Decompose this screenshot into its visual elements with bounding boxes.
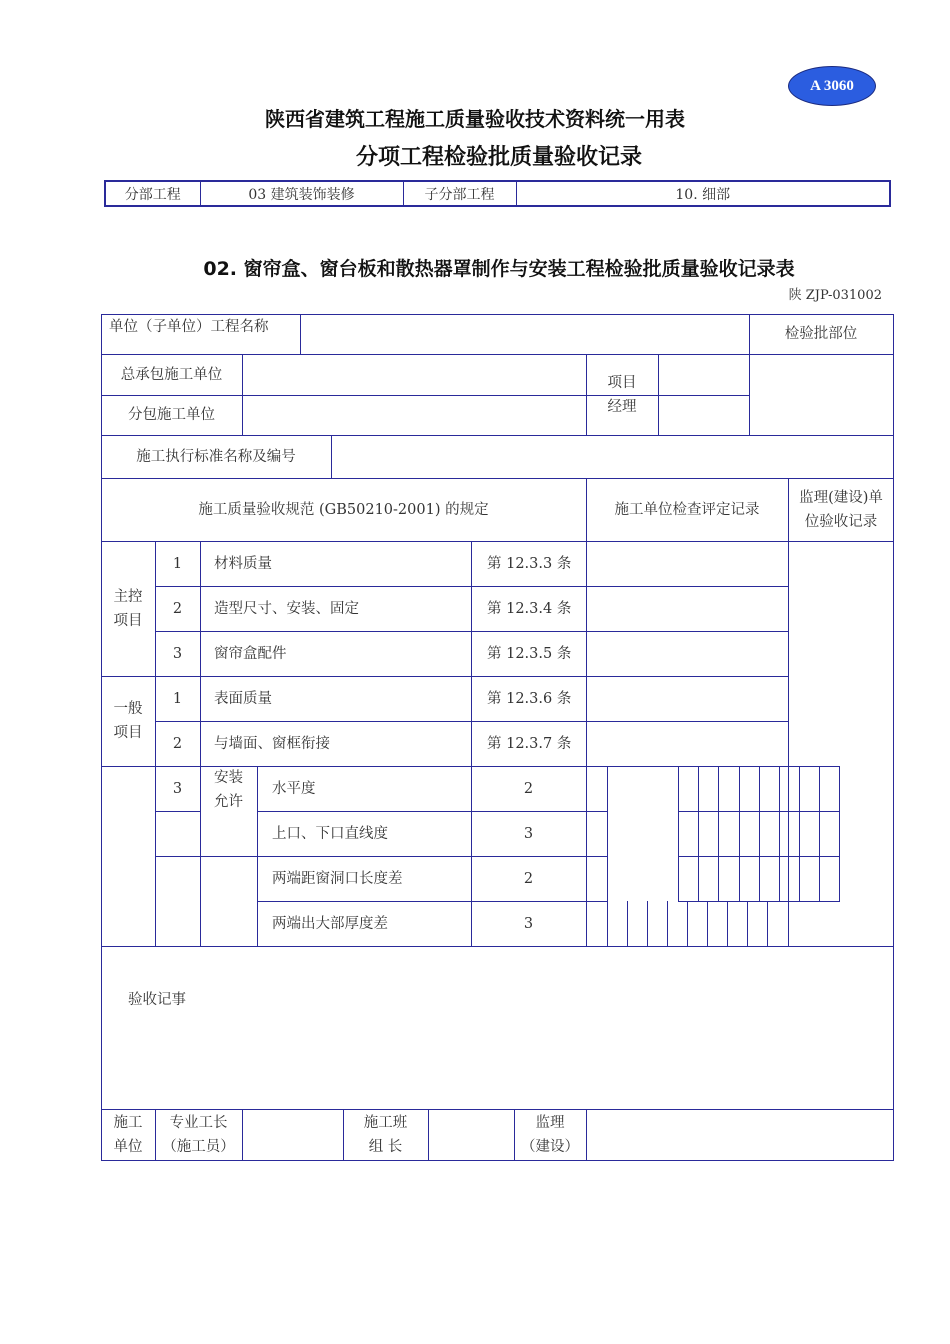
main-item-clause: 第 12.3.5 条 — [487, 645, 572, 662]
spec-column-header: 施工质量验收规范 (GB50210-2001) 的规定 — [198, 501, 489, 518]
division-label: 分部工程 — [105, 181, 200, 206]
form-title: 02. 窗帘盒、窗台板和散热器罩制作与安装工程检验批质量验收记录表 — [203, 258, 795, 280]
division-header-table — [104, 180, 891, 207]
supervisor-check-header: 监理(建设)单位验收记录 — [799, 489, 883, 530]
main-item-no: 1 — [172, 555, 183, 572]
acceptance-notes-label: 验收记事 — [128, 992, 186, 1008]
main-item-no: 3 — [172, 645, 183, 662]
tolerance-item-name: 水平度 — [272, 780, 316, 797]
tolerance-item-value: 2 — [523, 870, 534, 887]
tolerance-item-value: 3 — [523, 915, 534, 932]
project-manager-label: 项目 经理 — [607, 374, 637, 415]
subcontractor-label: 分包施工单位 — [128, 407, 215, 423]
project-name-label: 单位（子单位）工程名称 — [109, 319, 269, 335]
tolerance-item-name: 上口、下口直线度 — [272, 825, 388, 842]
general-contractor-label: 总承包施工单位 — [120, 366, 223, 383]
main-item-clause: 第 12.3.4 条 — [487, 600, 572, 617]
main-control-label: 主控 项目 — [113, 588, 143, 629]
contractor-check-header: 施工单位检查评定记录 — [614, 501, 760, 518]
general-item-no: 1 — [172, 690, 183, 707]
foreman-label: 专业工长 （施工员） — [162, 1114, 235, 1155]
team-leader-label: 施工班 组 长 — [363, 1114, 408, 1155]
subdivision-label: 子分部工程 — [403, 181, 516, 206]
batch-location-label: 检验批部位 — [784, 326, 858, 342]
subcontractor-field[interactable] — [243, 396, 586, 434]
main-item-name: 材料质量 — [214, 555, 272, 572]
subdivision-value[interactable]: 10. 细部 — [516, 181, 890, 206]
page-subtitle: 分项工程检验批质量验收记录 — [355, 145, 642, 170]
tolerance-item-value: 3 — [523, 825, 534, 842]
main-item-clause: 第 12.3.3 条 — [487, 555, 572, 572]
division-value[interactable]: 03 建筑装饰装修 — [200, 181, 403, 206]
main-item-no: 2 — [172, 600, 183, 617]
general-item-name: 与墙面、窗框衔接 — [214, 735, 330, 752]
project-name-field[interactable] — [301, 315, 748, 353]
signature-unit-label: 施工 单位 — [113, 1114, 143, 1155]
tolerance-item-value: 2 — [523, 780, 534, 797]
general-item-name: 表面质量 — [214, 690, 272, 707]
supervisor-signature-label: 监理 （建设） — [521, 1114, 579, 1155]
general-item-clause: 第 12.3.7 条 — [487, 735, 572, 752]
general-items-label: 一般 项目 — [113, 701, 143, 741]
main-item-name: 窗帘盒配件 — [214, 645, 287, 662]
standard-label: 施工执行标准名称及编号 — [136, 448, 296, 465]
general-contractor-field[interactable] — [243, 355, 586, 394]
form-code: 陕 ZJP-031002 — [788, 288, 882, 303]
main-item-name: 造型尺寸、安装、固定 — [214, 600, 359, 617]
general-item-no: 3 — [172, 780, 183, 797]
general-item-clause: 第 12.3.6 条 — [487, 690, 572, 707]
team-leader-signature-field[interactable] — [429, 1110, 513, 1159]
tolerance-item-name: 两端距窗洞口长度差 — [272, 870, 403, 887]
page-title: 陕西省建筑工程施工质量验收技术资料统一用表 — [265, 107, 685, 131]
tolerance-label: 安装 允许 — [214, 770, 243, 810]
acceptance-notes-area[interactable] — [102, 1020, 892, 1108]
standard-field[interactable] — [332, 436, 893, 478]
general-item-no: 2 — [172, 735, 183, 752]
foreman-signature-field[interactable] — [243, 1110, 342, 1159]
form-number-badge: A 3060 — [788, 66, 876, 106]
supervisor-signature-field[interactable] — [587, 1110, 892, 1159]
tolerance-item-name: 两端出大部厚度差 — [272, 915, 388, 932]
